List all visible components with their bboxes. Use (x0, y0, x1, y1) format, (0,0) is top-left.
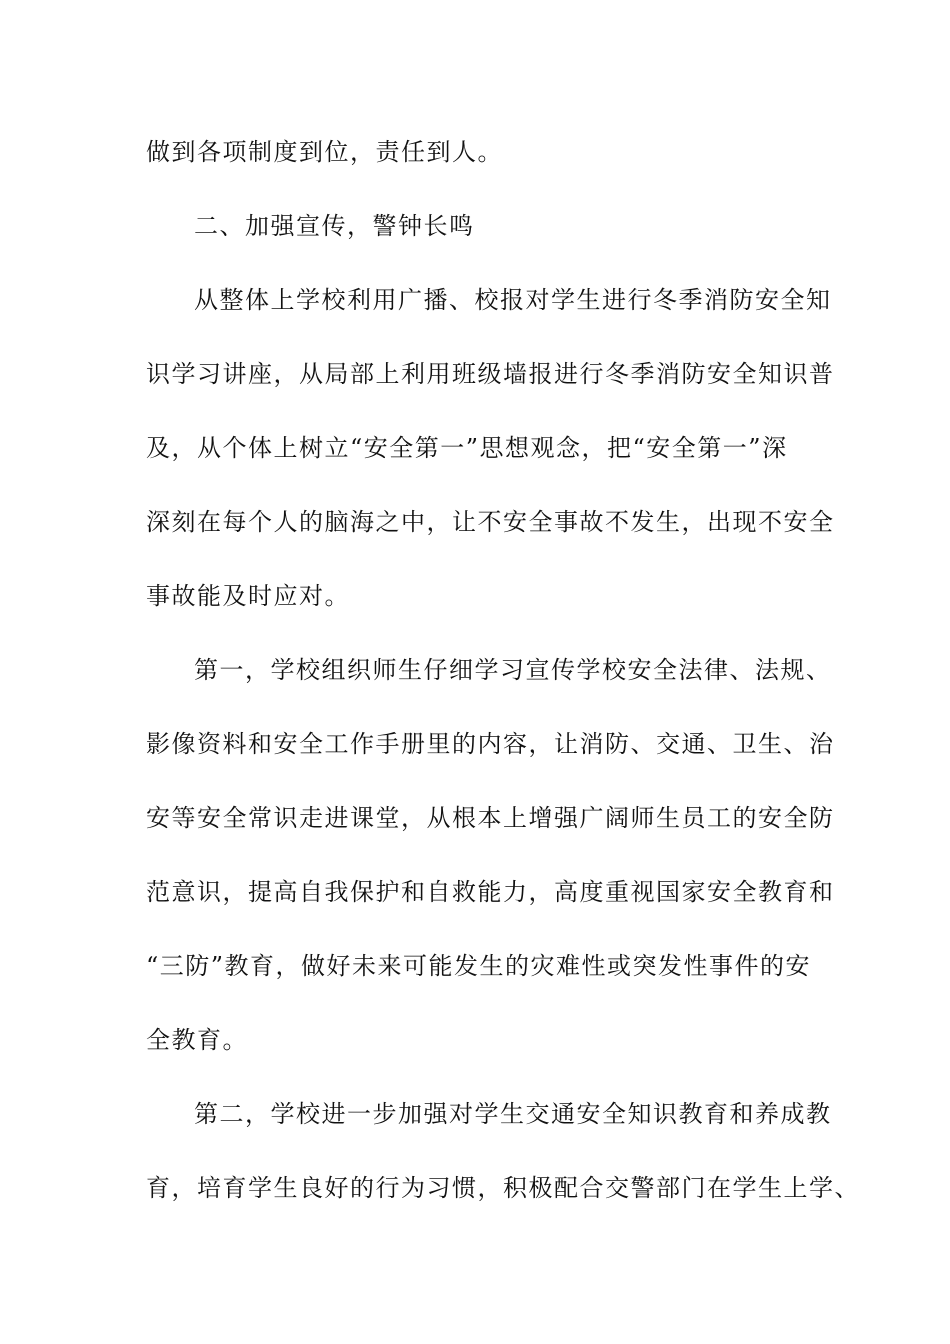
section-heading: 二、加强宣传，警钟长鸣 (194, 212, 475, 240)
text-line: 从整体上学校利用广播、校报对学生进行冬季消防安全知 (194, 286, 832, 314)
text-line: 安等安全常识走进课堂，从根本上增强广阔师生员工的安全防 (146, 804, 835, 832)
text-line: 识学习讲座，从局部上利用班级墙报进行冬季消防安全知识普 (146, 360, 835, 388)
text-line: 做到各项制度到位，责任到人。 (146, 138, 503, 166)
text-line: 影像资料和安全工作手册里的内容，让消防、交通、卫生、治 (146, 730, 835, 758)
text-line: 及，从个体上树立“安全第一”思想观念，把“安全第一”深 (146, 434, 788, 462)
text-line: “三防”教育，做好未来可能发生的灾难性或突发性事件的安 (146, 952, 812, 980)
text-line: 第一，学校组织师生仔细学习宣传学校安全法律、法规、 (194, 656, 832, 684)
text-line: 第二，学校进一步加强对学生交通安全知识教育和养成教 (194, 1100, 832, 1128)
text-line: 育，培育学生良好的行为习惯，积极配合交警部门在学生上学、 (146, 1174, 860, 1202)
text-line: 范意识，提高自我保护和自救能力，高度重视国家安全教育和 (146, 878, 835, 906)
text-line: 事故能及时应对。 (146, 582, 350, 610)
text-line: 全教育。 (146, 1026, 248, 1054)
text-line: 深刻在每个人的脑海之中，让不安全事故不发生，出现不安全 (146, 508, 835, 536)
